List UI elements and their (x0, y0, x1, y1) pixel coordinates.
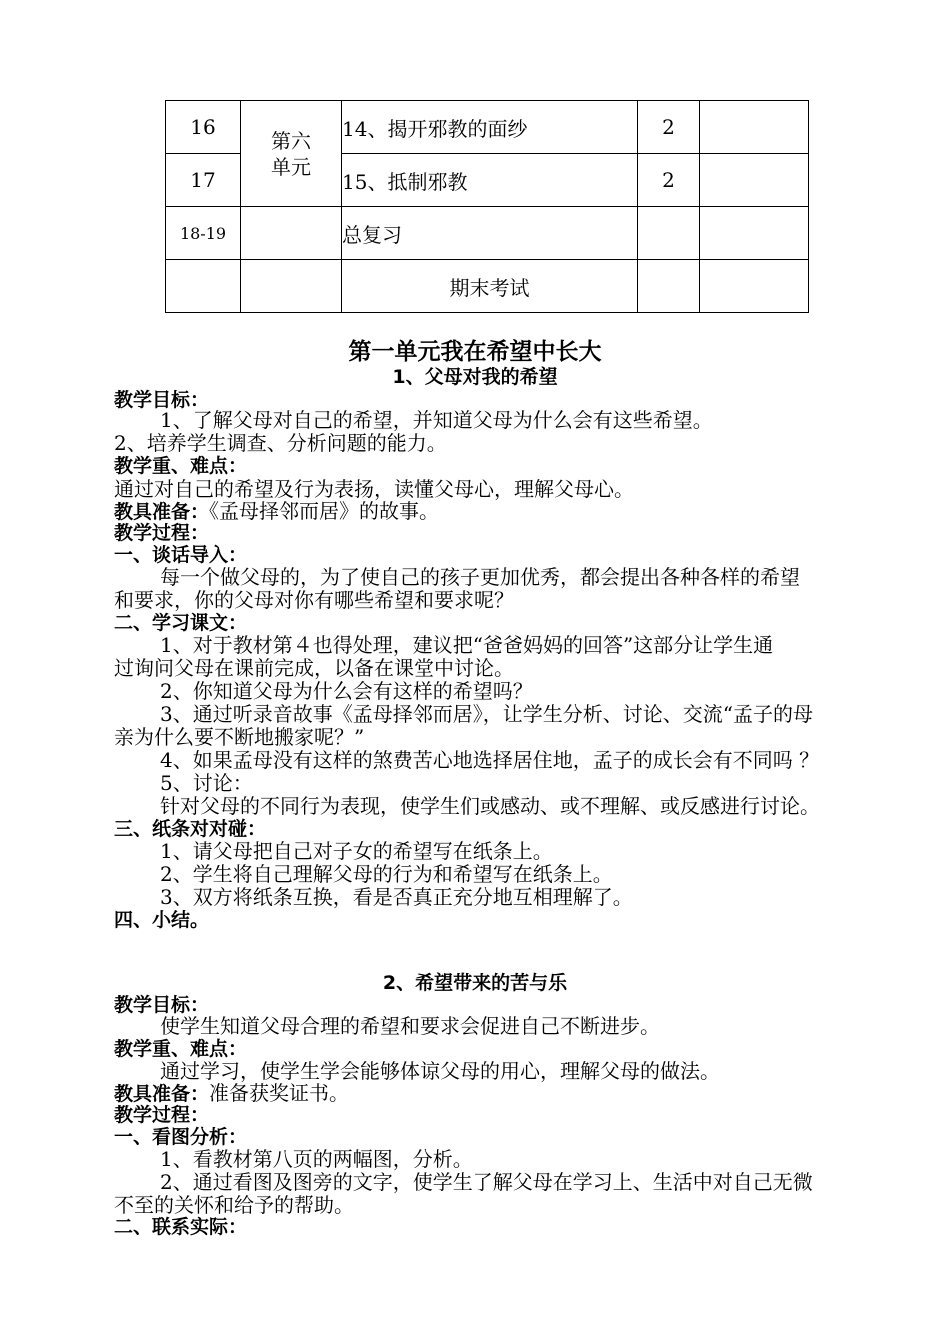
paragraph: 过询问父母在课前完成，以备在课堂中讨论。 (114, 656, 514, 680)
week-cell: 17 (166, 154, 241, 207)
paragraph: 3、通过听录音故事《孟母择邻而居》，让学生分析、讨论、交流“孟子的母 (160, 702, 813, 726)
paragraph: 针对父母的不同行为表现，使学生们或感动、或不理解、或反感进行讨论。 (160, 794, 820, 818)
section-heading: 教学目标： (114, 389, 210, 411)
paragraph: 使学生知道父母合理的希望和要求会促进自己不断进步。 (160, 1014, 660, 1038)
paragraph: 每一个做父母的，为了使自己的孩子更加优秀，都会提出各种各样的希望 (160, 565, 800, 589)
paragraph: 2、培养学生调查、分析问题的能力。 (114, 431, 447, 455)
hours-cell: 2 (638, 154, 700, 207)
schedule-table (165, 100, 809, 313)
paragraph: 5、讨论： (160, 771, 253, 795)
prep-line (114, 500, 874, 524)
note-cell (700, 207, 809, 260)
paragraph: 通过学习，使学生学会能够体谅父母的用心，理解父母的做法。 (160, 1059, 720, 1083)
unit-cell (241, 260, 342, 313)
prep-line (114, 1082, 874, 1106)
paragraph: 亲为什么要不断地搬家呢？” (114, 725, 365, 749)
table-row (166, 101, 809, 154)
note-cell (700, 154, 809, 207)
table-row (166, 260, 809, 313)
section-heading: 一、谈话导入： (114, 544, 248, 566)
paragraph: 和要求，你的父母对你有哪些希望和要求呢？ (114, 588, 514, 612)
paragraph: 不至的关怀和给予的帮助。 (114, 1193, 354, 1217)
lesson-title: 2、希望带来的苦与乐 (382, 972, 568, 994)
section-heading: 教学过程： (114, 522, 210, 544)
section-heading: 教学重、难点： (114, 1038, 248, 1060)
lesson-title: 1、父母对我的希望 (392, 366, 558, 388)
hours-cell (638, 260, 700, 313)
paragraph: 2、你知道父母为什么会有这样的希望吗？ (160, 679, 533, 703)
section-heading: 三、纸条对对碰： (114, 818, 267, 840)
note-cell (700, 101, 809, 154)
paragraph: 1、看教材第八页的两幅图，分析。 (160, 1147, 473, 1171)
paragraph: 准备获奖证书。 (209, 1081, 350, 1105)
section-heading: 教学过程： (114, 1104, 210, 1126)
paragraph: 3、双方将纸条互换，看是否真正充分地互相理解了。 (160, 885, 633, 909)
week-cell: 16 (166, 101, 241, 154)
unit-title: 第一单元我在希望中长大 (348, 339, 602, 365)
note-cell (700, 260, 809, 313)
paragraph: 2、学生将自己理解父母的行为和希望写在纸条上。 (160, 862, 613, 886)
paragraph: 1、了解父母对自己的希望，并知道父母为什么会有这些希望。 (160, 408, 713, 432)
unit-cell (241, 207, 342, 260)
table-row (166, 207, 809, 260)
paragraph: 1、请父母把自己对子女的希望写在纸条上。 (160, 839, 553, 863)
section-heading: 教具准备： (114, 1083, 210, 1105)
paragraph: 通过对自己的希望及行为表扬，读懂父母心，理解父母心。 (114, 477, 634, 501)
paragraph: 2、通过看图及图旁的文字，使学生了解父母在学习上、生活中对自己无微 (160, 1170, 813, 1194)
lesson-cell: 15、抵制邪教 (342, 154, 638, 207)
hours-cell: 2 (638, 101, 700, 154)
section-heading: 四、小结。 (114, 909, 210, 931)
section-heading: 教学目标： (114, 994, 210, 1016)
section-heading: 一、看图分析： (114, 1126, 248, 1148)
week-cell: 18-19 (166, 207, 241, 260)
week-cell (166, 260, 241, 313)
paragraph: 4、如果孟母没有这样的煞费苦心地选择居住地，孟子的成长会有不同吗 ？ (160, 748, 820, 772)
section-heading: 教具准备： (114, 501, 210, 523)
lesson-cell: 总复习 (342, 207, 638, 260)
paragraph: 1、对于教材第４也得处理，建议把“爸爸妈妈的回答”这部分让学生通 (160, 633, 774, 657)
paragraph: 《孟母择邻而居》的故事。 (209, 499, 440, 523)
hours-cell (638, 207, 700, 260)
section-heading: 二、联系实际： (114, 1216, 248, 1238)
unit-cell: 第六 单元 (241, 101, 342, 207)
section-heading: 二、学习课文： (114, 612, 248, 634)
lesson-cell: 期末考试 (342, 260, 638, 313)
lesson-cell: 14、揭开邪教的面纱 (342, 101, 638, 154)
section-heading: 教学重、难点： (114, 455, 248, 477)
